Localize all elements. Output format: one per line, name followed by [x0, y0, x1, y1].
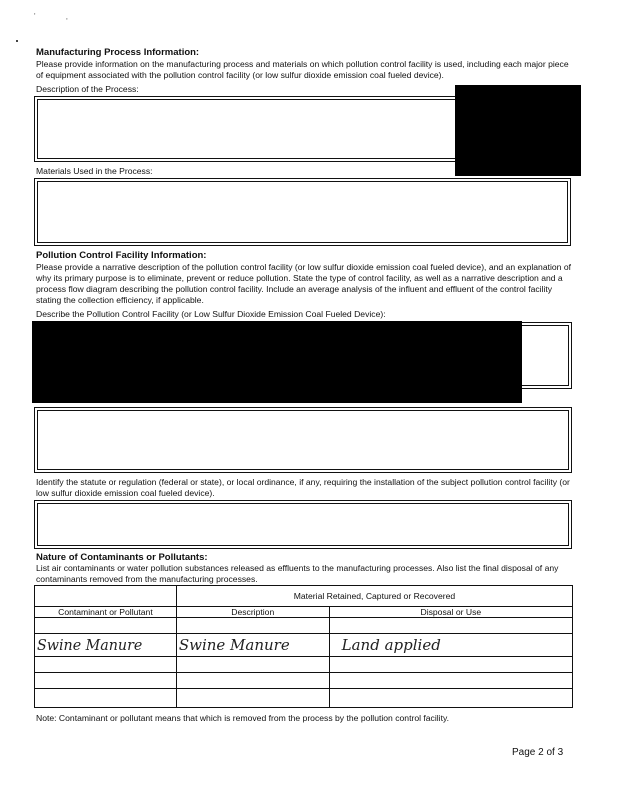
scan-specks: ' , [34, 12, 82, 21]
disposal-cell[interactable] [329, 634, 572, 657]
scan-speck [16, 40, 18, 42]
table-cell[interactable] [176, 673, 329, 689]
materials-field[interactable] [34, 178, 571, 246]
table-cell[interactable] [329, 673, 572, 689]
handwritten-description: Swine Manure [178, 636, 290, 654]
facility-describe-label: Describe the Pollution Control Facility (or Low Sulfur Dioxide Emission Coal Fueled Device): [36, 309, 386, 319]
manufacturing-instructions: Please provide information on the manufacturing process and materials on which pollution control facility is used, including each major piece of equipment associated with the pollution control facility (or low sulfur dioxide emission coal fueled device). [36, 59, 569, 80]
table-row [35, 634, 573, 657]
col-header-contaminant: Contaminant or Pollutant [35, 607, 177, 618]
table-cell[interactable] [329, 618, 572, 634]
facility-description-continued-field[interactable] [34, 407, 572, 473]
facility-instructions: Please provide a narrative description of the pollution control facility (or low sulfur dioxide emission coal fueled device), and an explanation of why its primary purpose is to eliminate, prevent or reduce pollution. State the type of control facility, as well as a narrative description and a process flow diagram describing the pollution control facility. Include an average analysis of the influent and effluent of the control facility stating the collection efficiency, if applicable. [36, 262, 572, 305]
footnote: Note: Contaminant or pollutant means that which is removed from the process by the pollution control facility. [36, 713, 450, 723]
table-cell[interactable] [35, 618, 177, 634]
table-cell[interactable] [176, 657, 329, 673]
col-header-disposal: Disposal or Use [329, 607, 572, 618]
table-cell[interactable] [35, 657, 177, 673]
contaminant-cell[interactable] [35, 634, 177, 657]
facility-heading: Pollution Control Facility Information: [36, 250, 207, 261]
table-cell[interactable] [329, 657, 572, 673]
manufacturing-heading: Manufacturing Process Information: [36, 47, 200, 58]
contaminants-instructions: List air contaminants or water pollution substances released as effluents to the manufacturing processes. Also list the final disposal of any contaminants removed from the manufacturing processes. [36, 563, 559, 584]
page-number: Page 2 of 3 [512, 747, 564, 758]
handwritten-contaminant: Swine Manure [37, 636, 143, 654]
contaminants-heading: Nature of Contaminants or Pollutants: [36, 552, 208, 563]
statute-field[interactable] [34, 500, 572, 549]
materials-label: Materials Used in the Process: [36, 166, 153, 176]
contaminants-table [34, 585, 573, 708]
table-cell[interactable] [329, 689, 572, 708]
table-cell[interactable] [35, 673, 177, 689]
table-cell[interactable] [176, 689, 329, 708]
table-cell[interactable] [176, 618, 329, 634]
description-cell[interactable] [176, 634, 329, 657]
col-header-description: Description [176, 607, 329, 618]
group-header: Material Retained, Captured or Recovered [176, 586, 572, 607]
table-cell[interactable] [35, 689, 177, 708]
handwritten-disposal: Land applied [341, 636, 441, 654]
table-corner-cell [35, 586, 177, 607]
redaction-block [32, 321, 522, 403]
statute-label: Identify the statute or regulation (federal or state), or local ordinance, if any, requiring the installation of the subject pollution control facility (or low sulfur dioxide emission coal fueled device). [36, 477, 570, 498]
process-description-label: Description of the Process: [36, 84, 139, 94]
redaction-block [455, 85, 581, 176]
